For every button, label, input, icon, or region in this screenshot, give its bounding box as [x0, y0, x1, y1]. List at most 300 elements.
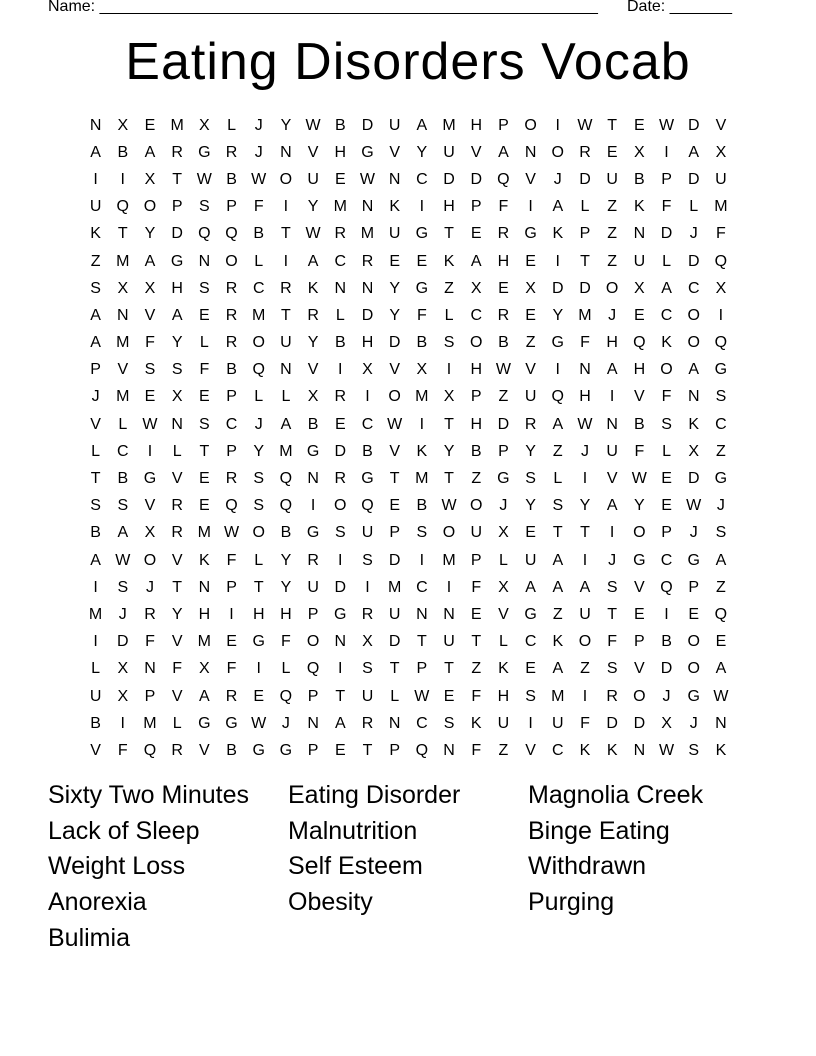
grid-letter: N [171, 415, 183, 433]
grid-row [82, 357, 736, 384]
grid-row [82, 221, 736, 248]
grid-letter: Q [714, 252, 728, 270]
grid-letter: T [444, 225, 454, 243]
grid-letter: O [687, 633, 700, 651]
grid-letter: F [471, 687, 482, 705]
grid-letter: D [687, 116, 700, 134]
grid-letter: K [634, 198, 645, 216]
grid-letter: J [281, 714, 290, 732]
letter-grid [82, 112, 736, 765]
grid-letter: N [334, 633, 347, 651]
grid-letter: E [470, 225, 482, 243]
grid-letter: M [333, 198, 347, 216]
grid-letter: H [470, 361, 482, 379]
grid-letter: G [198, 143, 211, 161]
grid-letter: G [252, 741, 265, 759]
grid-letter: Z [498, 741, 509, 759]
grid-letter: X [688, 442, 700, 460]
grid-letter: F [634, 442, 645, 460]
grid-letter: P [226, 578, 237, 596]
grid-letter: L [227, 116, 236, 134]
grid-letter: W [441, 497, 457, 515]
grid-letter: J [145, 578, 154, 596]
grid-letter: R [225, 279, 238, 297]
grid-letter: G [497, 470, 510, 488]
grid-letter: W [631, 470, 647, 488]
word-list-item: Weight Loss [48, 852, 186, 881]
grid-letter: O [524, 116, 537, 134]
grid-letter: S [90, 497, 101, 515]
grid-row [82, 275, 736, 302]
grid-letter: X [525, 279, 536, 297]
grid-letter: O [687, 660, 700, 678]
grid-letter: R [307, 306, 319, 324]
grid-letter: V [171, 551, 183, 569]
grid-letter: E [634, 306, 645, 324]
grid-letter: M [387, 578, 402, 596]
grid-letter: Z [580, 660, 590, 678]
grid-letter: R [144, 605, 156, 623]
grid-letter: E [525, 252, 536, 270]
grid-letter: K [552, 225, 564, 243]
grid-letter: N [443, 605, 455, 623]
grid-letter: H [606, 334, 618, 352]
grid-letter: Y [253, 442, 265, 460]
grid-letter: C [687, 279, 700, 297]
grid-letter: S [253, 470, 265, 488]
grid-letter: C [225, 415, 238, 433]
grid-letter: E [416, 252, 428, 270]
grid-letter: W [686, 497, 702, 515]
grid-letter: H [252, 605, 265, 623]
grid-letter: T [444, 470, 454, 488]
grid-letter: Z [552, 442, 563, 460]
grid-letter: R [171, 741, 183, 759]
date-field-label: Date: _______ [627, 0, 732, 15]
grid-letter: G [252, 633, 265, 651]
grid-letter: T [90, 470, 101, 488]
grid-letter: V [525, 741, 536, 759]
grid-letter: V [715, 116, 727, 134]
grid-letter: M [197, 524, 211, 542]
grid-letter: C [660, 551, 673, 569]
grid-letter: T [416, 633, 427, 651]
grid-letter: I [664, 605, 669, 623]
grid-letter: C [416, 578, 428, 596]
grid-letter: B [661, 633, 672, 651]
grid-letter: B [226, 361, 237, 379]
grid-letter: Z [716, 442, 726, 460]
grid-letter: J [553, 170, 562, 188]
grid-letter: J [662, 687, 671, 705]
grid-letter: G [334, 605, 347, 623]
grid-letter: L [390, 687, 400, 705]
grid-letter: N [117, 306, 129, 324]
grid-letter: N [388, 714, 401, 732]
grid-letter: X [443, 388, 455, 406]
grid-letter: D [361, 116, 374, 134]
grid-letter: D [361, 306, 374, 324]
grid-letter: A [715, 551, 727, 569]
grid-letter: O [252, 524, 265, 542]
grid-letter: V [171, 633, 183, 651]
grid-letter: E [389, 252, 400, 270]
grid-letter: I [338, 361, 343, 379]
grid-letter: E [199, 497, 210, 515]
grid-letter: O [605, 279, 619, 297]
grid-letter: X [498, 524, 509, 542]
grid-letter: N [307, 714, 319, 732]
grid-letter: H [361, 334, 374, 352]
grid-letter: Z [498, 388, 509, 406]
grid-letter: I [528, 714, 533, 732]
grid-letter: K [606, 741, 618, 759]
grid-letter: F [716, 225, 726, 243]
grid-letter: P [579, 225, 591, 243]
grid-letter: S [362, 551, 373, 569]
grid-letter: C [470, 306, 482, 324]
grid-letter: I [609, 388, 615, 406]
grid-row [82, 520, 736, 547]
grid-letter: M [143, 714, 157, 732]
grid-letter: P [389, 741, 400, 759]
grid-letter: H [470, 415, 482, 433]
grid-letter: W [142, 415, 158, 433]
grid-letter: E [226, 633, 237, 651]
grid-letter: K [715, 741, 727, 759]
grid-letter: D [660, 225, 673, 243]
grid-letter: S [253, 497, 265, 515]
word-list-item: Eating Disorder [288, 781, 461, 809]
grid-letter: H [579, 388, 591, 406]
grid-letter: E [498, 279, 509, 297]
grid-letter: R [497, 225, 510, 243]
grid-letter: A [280, 415, 292, 433]
grid-letter: E [389, 497, 400, 515]
grid-letter: X [144, 279, 156, 297]
grid-letter: G [687, 687, 700, 705]
grid-letter: N [524, 143, 537, 161]
grid-letter: C [252, 279, 265, 297]
grid-letter: Y [307, 334, 319, 352]
grid-letter: U [89, 198, 102, 216]
grid-letter: F [661, 198, 672, 216]
grid-letter: Z [607, 225, 618, 243]
grid-letter: G [551, 334, 564, 352]
grid-letter: O [687, 306, 700, 324]
grid-letter: N [89, 116, 102, 134]
grid-letter: D [443, 170, 455, 188]
grid-row [82, 194, 736, 221]
grid-letter: P [171, 198, 183, 216]
grid-letter: V [144, 306, 156, 324]
grid-letter: A [307, 252, 319, 270]
grid-letter: W [251, 170, 267, 188]
grid-letter: K [498, 660, 509, 678]
grid-letter: L [498, 633, 508, 651]
grid-letter: S [606, 578, 618, 596]
grid-letter: X [715, 279, 727, 297]
grid-row [82, 547, 736, 574]
grid-letter: M [88, 605, 103, 623]
grid-letter: W [577, 116, 593, 134]
word-list-item: Withdrawn [528, 852, 647, 881]
grid-letter: I [555, 116, 560, 134]
grid-letter: D [552, 279, 564, 297]
grid-letter: S [199, 415, 210, 433]
grid-letter: D [117, 633, 129, 651]
grid-letter: R [225, 306, 238, 324]
grid-letter: Q [279, 687, 293, 705]
grid-letter: I [229, 605, 234, 623]
grid-letter: B [253, 225, 265, 243]
grid-letter: S [552, 497, 564, 515]
grid-letter: A [470, 252, 482, 270]
grid-letter: L [281, 660, 291, 678]
grid-letter: W [658, 741, 675, 759]
grid-letter: T [172, 170, 183, 188]
grid-letter: D [171, 225, 183, 243]
grid-letter: C [334, 252, 347, 270]
grid-letter: U [443, 633, 455, 651]
grid-letter: X [199, 116, 210, 134]
grid-letter: P [416, 660, 428, 678]
grid-letter: B [416, 497, 428, 515]
grid-letter: G [415, 225, 429, 243]
grid-letter: Y [389, 279, 400, 297]
grid-letter: V [634, 660, 645, 678]
grid-letter: B [226, 170, 237, 188]
grid-letter: D [660, 660, 673, 678]
grid-letter: L [199, 334, 209, 352]
grid-letter: Q [143, 741, 157, 759]
grid-letter: T [281, 306, 291, 324]
grid-letter: A [661, 279, 672, 297]
grid-letter: Q [116, 198, 129, 216]
grid-letter: N [633, 741, 646, 759]
grid-letter: K [389, 198, 400, 216]
grid-letter: R [225, 470, 238, 488]
grid-letter: H [280, 605, 292, 623]
grid-letter: N [280, 143, 292, 161]
grid-letter: L [91, 442, 101, 460]
grid-letter: V [117, 361, 129, 379]
grid-letter: J [689, 524, 698, 542]
grid-letter: D [388, 633, 401, 651]
grid-letter: U [524, 551, 537, 569]
grid-letter: Z [716, 578, 726, 596]
grid-letter: K [552, 633, 564, 651]
grid-letter: G [714, 361, 728, 379]
grid-letter: B [90, 714, 101, 732]
grid-letter: I [555, 252, 560, 270]
grid-letter: R [171, 143, 183, 161]
grid-letter: L [172, 442, 182, 460]
grid-letter: N [361, 279, 374, 297]
grid-letter: D [388, 551, 401, 569]
grid-letter: S [199, 198, 210, 216]
grid-letter: S [688, 741, 700, 759]
grid-letter: A [90, 551, 101, 569]
grid-letter: Y [389, 306, 400, 324]
grid-letter: Q [714, 605, 728, 623]
grid-letter: P [307, 741, 319, 759]
grid-letter: R [307, 551, 319, 569]
grid-letter: N [687, 388, 700, 406]
grid-letter: Q [660, 578, 673, 596]
grid-letter: Y [280, 578, 292, 596]
grid-letter: J [91, 388, 100, 406]
grid-letter: C [660, 306, 673, 324]
grid-letter: L [444, 306, 454, 324]
grid-row [82, 710, 736, 737]
grid-letter: P [470, 388, 482, 406]
grid-letter: I [419, 415, 425, 433]
grid-letter: U [579, 605, 591, 623]
grid-letter: A [688, 361, 700, 379]
grid-letter: B [117, 143, 129, 161]
grid-letter: E [606, 143, 618, 161]
grid-letter: E [715, 633, 727, 651]
grid-letter: D [606, 714, 618, 732]
grid-letter: A [498, 143, 509, 161]
grid-letter: Q [633, 334, 646, 352]
grid-letter: X [117, 687, 129, 705]
grid-letter: U [606, 170, 618, 188]
grid-letter: S [443, 334, 455, 352]
grid-letter: O [388, 388, 401, 406]
grid-letter: S [715, 524, 727, 542]
grid-letter: C [117, 442, 129, 460]
grid-letter: M [551, 687, 565, 705]
grid-letter: J [716, 497, 725, 515]
grid-letter: X [144, 170, 156, 188]
grid-letter: A [552, 198, 564, 216]
grid-letter: P [661, 524, 672, 542]
grid-letter: V [498, 605, 509, 623]
grid-letter: G [415, 279, 429, 297]
grid-letter: N [334, 279, 347, 297]
grid-letter: I [93, 170, 98, 188]
grid-letter: J [254, 143, 263, 161]
grid-letter: W [414, 687, 430, 705]
grid-letter: F [145, 633, 155, 651]
grid-letter: N [144, 660, 156, 678]
grid-row [82, 166, 736, 193]
grid-letter: P [688, 578, 700, 596]
grid-letter: D [579, 170, 591, 188]
grid-letter: I [283, 198, 289, 216]
grid-letter: P [307, 605, 319, 623]
grid-letter: D [687, 470, 700, 488]
grid-letter: G [633, 551, 646, 569]
grid-letter: W [387, 415, 403, 433]
grid-letter: K [661, 334, 672, 352]
grid-letter: Z [471, 470, 482, 488]
grid-letter: O [469, 497, 483, 515]
grid-letter: G [198, 714, 211, 732]
grid-letter: G [361, 143, 374, 161]
grid-letter: H [470, 116, 482, 134]
grid-letter: L [254, 388, 264, 406]
grid-letter: A [199, 687, 210, 705]
grid-letter: O [143, 551, 157, 569]
word-list-item: Anorexia [48, 888, 147, 917]
grid-letter: C [416, 170, 428, 188]
grid-letter: S [715, 388, 727, 406]
grid-letter: P [226, 198, 237, 216]
grid-letter: Q [279, 497, 293, 515]
grid-letter: C [416, 714, 428, 732]
grid-letter: O [551, 143, 564, 161]
grid-letter: R [606, 687, 618, 705]
grid-letter: N [715, 714, 727, 732]
grid-letter: T [172, 578, 183, 596]
grid-letter: S [117, 497, 129, 515]
grid-letter: O [225, 252, 238, 270]
grid-letter: U [361, 687, 374, 705]
grid-letter: D [687, 252, 700, 270]
grid-letter: Y [307, 198, 319, 216]
grid-letter: O [306, 633, 320, 651]
grid-letter: L [118, 415, 128, 433]
grid-letter: C [552, 741, 564, 759]
grid-letter: U [470, 524, 482, 542]
grid-letter: M [252, 306, 266, 324]
grid-letter: C [524, 633, 537, 651]
grid-letter: R [361, 605, 374, 623]
grid-letter: F [145, 334, 155, 352]
grid-letter: X [362, 361, 373, 379]
grid-letter: W [305, 116, 321, 134]
grid-letter: S [90, 279, 101, 297]
grid-letter: M [442, 551, 456, 569]
grid-letter: I [147, 442, 153, 460]
grid-letter: L [662, 442, 671, 460]
grid-letter: L [498, 551, 508, 569]
grid-letter: X [634, 143, 645, 161]
grid-letter: M [714, 198, 728, 216]
grid-letter: G [143, 470, 157, 488]
grid-letter: E [525, 524, 536, 542]
grid-letter: L [689, 198, 699, 216]
grid-letter: Y [171, 334, 183, 352]
grid-letter: J [118, 605, 127, 623]
grid-letter: N [606, 415, 618, 433]
grid-letter: Y [525, 442, 536, 460]
grid-letter: F [471, 578, 482, 596]
grid-letter: K [470, 714, 482, 732]
grid-letter: S [606, 660, 618, 678]
grid-letter: K [443, 252, 455, 270]
grid-letter: S [525, 687, 536, 705]
grid-letter: T [389, 470, 400, 488]
grid-letter: O [143, 198, 157, 216]
grid-letter: M [279, 442, 293, 460]
grid-letter: A [606, 497, 618, 515]
grid-letter: M [116, 252, 130, 270]
grid-letter: E [525, 306, 536, 324]
grid-letter: G [306, 524, 320, 542]
grid-letter: B [334, 116, 346, 134]
grid-letter: W [223, 524, 240, 542]
grid-letter: T [389, 660, 400, 678]
grid-letter: E [470, 605, 482, 623]
grid-letter: V [199, 741, 210, 759]
grid-letter: V [525, 361, 536, 379]
grid-letter: S [199, 279, 210, 297]
grid-letter: I [310, 497, 316, 515]
